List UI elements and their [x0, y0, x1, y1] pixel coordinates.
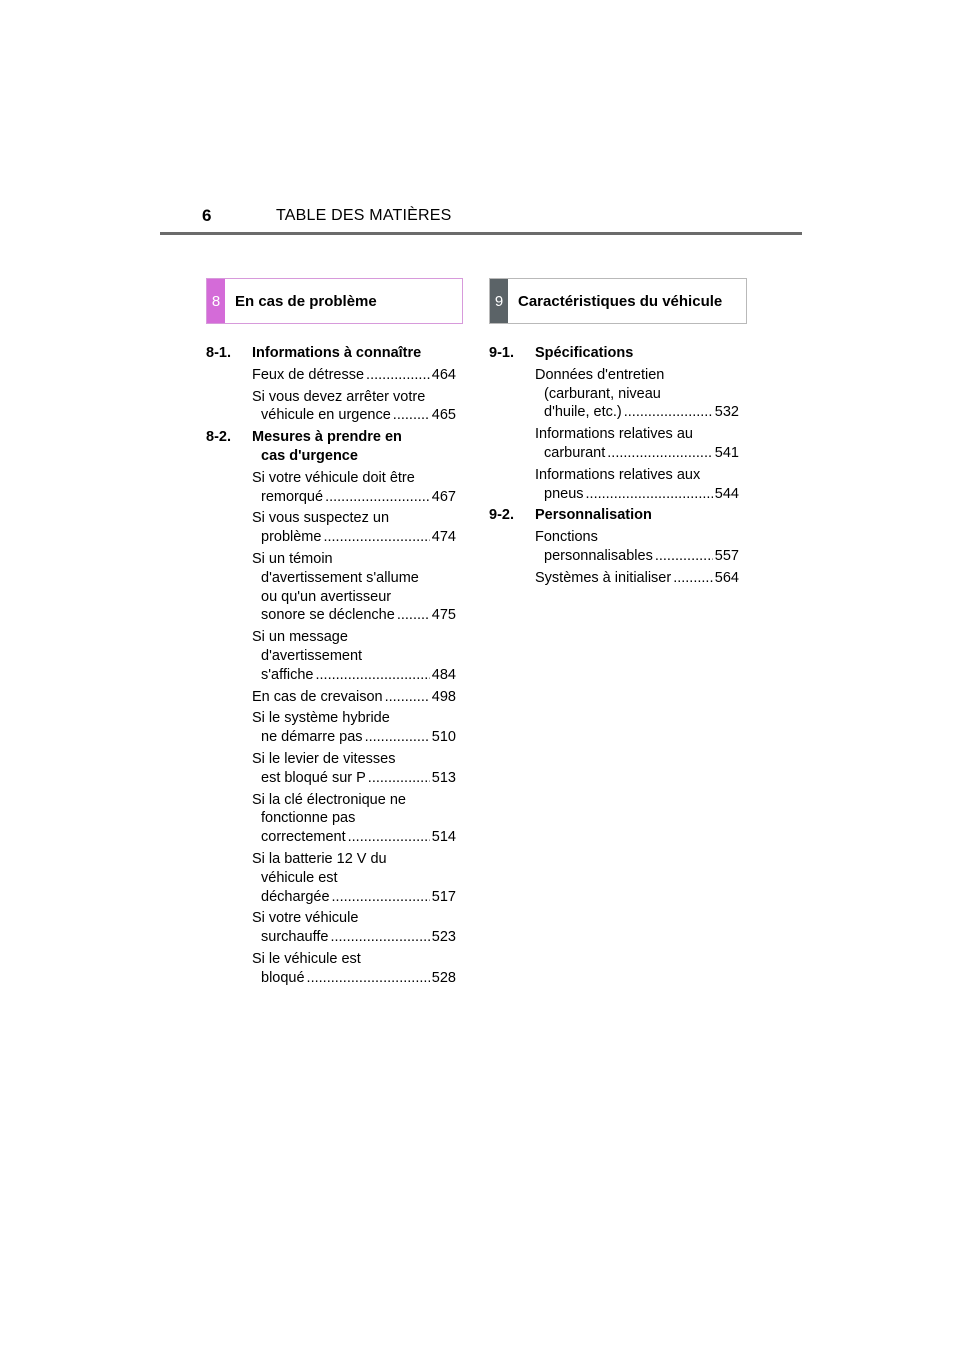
dot-leader [624, 403, 713, 422]
entry-text-line: ou qu'un avertisseur [261, 588, 392, 605]
entry-text-line: pneus [544, 485, 584, 502]
subsection-number: 8-1. [206, 345, 231, 361]
entry-text-line: Systèmes à initialiser [535, 569, 672, 586]
dot-leader [397, 606, 430, 625]
dot-leader [385, 688, 430, 707]
entry-text-line: véhicule est [261, 869, 338, 886]
entry-text-line: Si votre véhicule doit être [252, 469, 415, 486]
entry-text-line: Si vous suspectez un [252, 510, 390, 527]
entry-text-line: problème [261, 529, 322, 546]
toc-entry[interactable] [243, 628, 456, 684]
section-title: En cas de problème [235, 292, 377, 310]
entry-text-line: Si vous devez arrêter votre [252, 388, 426, 405]
entry-text-line: Si la clé électronique ne [252, 791, 406, 808]
toc-entry[interactable] [526, 425, 739, 463]
entry-last-line [252, 728, 456, 747]
section-number-badge: 9 [490, 279, 508, 323]
entry-text-line: d'huile, etc.) [544, 404, 622, 421]
section-number-badge: 8 [207, 279, 225, 323]
page-reference[interactable]: 467 [431, 488, 456, 505]
section-title: Caractéristiques du véhicule [518, 292, 723, 310]
page-reference[interactable]: 510 [431, 729, 456, 746]
page-reference[interactable]: 474 [431, 529, 456, 546]
page-header [160, 200, 802, 236]
entry-last-line [252, 688, 456, 707]
entry-text-line: est bloqué sur P [261, 769, 366, 786]
page-reference[interactable]: 532 [714, 404, 739, 421]
entry-last-line [252, 488, 456, 507]
entry-text-line: personnalisables [544, 547, 653, 564]
entry-last-line [252, 528, 456, 547]
page-reference[interactable]: 523 [431, 929, 456, 946]
entry-text-line: Si votre véhicule [252, 910, 359, 927]
subsection-title-line: Informations à connaître [252, 345, 422, 361]
toc-entry[interactable] [526, 366, 739, 422]
page-reference[interactable]: 544 [714, 485, 739, 502]
entry-text-line: s'affiche [261, 666, 314, 683]
toc-entry[interactable] [243, 388, 456, 426]
page-reference[interactable]: 528 [431, 969, 456, 986]
entry-text-line: Si le levier de vitesses [252, 750, 396, 767]
subsection-number: 9-2. [489, 507, 514, 524]
entry-last-line [535, 403, 739, 422]
subsection-title [243, 428, 456, 466]
entry-last-line [252, 888, 456, 907]
dot-leader [325, 488, 430, 507]
dot-leader [366, 366, 430, 385]
entry-text-line: (carburant, niveau [544, 385, 661, 402]
page-number: 6 [202, 206, 212, 225]
toc-entry[interactable] [243, 550, 456, 625]
dot-leader [315, 666, 429, 685]
dot-leader [330, 928, 429, 947]
entry-last-line [252, 666, 456, 685]
toc-entry[interactable] [243, 950, 456, 988]
entry-text-line: Données d'entretien [535, 366, 665, 383]
dot-leader [586, 485, 713, 504]
entry-text-line: sonore se déclenche [261, 607, 395, 624]
entry-text-line: Fonctions [535, 529, 598, 546]
header-title: TABLE DES MATIÈRES [276, 207, 452, 224]
entry-last-line [535, 444, 739, 463]
entry-text-line: correctement [261, 829, 346, 846]
toc-entry[interactable] [243, 709, 456, 747]
page-reference[interactable]: 484 [431, 666, 456, 683]
subsection-heading [489, 506, 739, 525]
subsection-heading [489, 344, 739, 363]
page-reference[interactable]: 517 [431, 888, 456, 905]
entry-text-line: bloqué [261, 969, 305, 986]
subsection-title-line: cas d'urgence [261, 447, 358, 464]
dot-leader [368, 769, 430, 788]
subsection-title-line: Mesures à prendre en [252, 429, 402, 446]
entry-text-line: d'avertissement s'allume [261, 569, 419, 586]
dot-leader [323, 528, 429, 547]
entry-text-line: remorqué [261, 488, 324, 505]
dot-leader [332, 888, 430, 907]
page-reference[interactable]: 464 [431, 366, 456, 383]
entry-last-line [252, 366, 456, 385]
entry-text-line: ne démarre pas [261, 729, 363, 746]
subsection-heading [206, 428, 456, 466]
subsection-title-line: Spécifications [535, 345, 634, 361]
dot-leader [393, 406, 430, 425]
dot-leader [348, 828, 430, 847]
dot-leader [655, 547, 713, 566]
toc-entry[interactable] [526, 569, 739, 588]
page-reference[interactable]: 475 [431, 607, 456, 624]
page-reference[interactable]: 541 [714, 444, 739, 461]
entry-text-line: Si la batterie 12 V du [252, 850, 387, 867]
entry-last-line [252, 928, 456, 947]
page-reference[interactable]: 564 [714, 569, 739, 586]
toc-entry[interactable] [526, 466, 739, 504]
toc-entry[interactable] [243, 688, 456, 707]
entry-text-line: Si un témoin [252, 550, 333, 567]
entry-text-line: fonctionne pas [261, 810, 356, 827]
dot-leader [607, 444, 713, 463]
entry-text-line: Informations relatives aux [535, 466, 701, 483]
entry-last-line [252, 969, 456, 988]
entry-last-line [535, 547, 739, 566]
toc-entry[interactable] [243, 850, 456, 906]
page-reference[interactable]: 465 [431, 407, 456, 424]
dot-leader [365, 728, 430, 747]
entry-text-line: Si le système hybride [252, 710, 390, 727]
subsection-title [526, 344, 739, 363]
dot-leader [673, 569, 713, 588]
entry-last-line [535, 569, 739, 588]
subsection-heading [206, 344, 456, 363]
toc-entry[interactable] [243, 469, 456, 507]
section-9-header[interactable] [489, 278, 747, 324]
entry-text-line: En cas de crevaison [252, 688, 383, 705]
toc-column-section-8 [206, 341, 456, 988]
section-8-header[interactable] [206, 278, 463, 324]
page-reference[interactable]: 498 [431, 688, 456, 705]
page-reference[interactable]: 514 [431, 829, 456, 846]
entry-text-line: d'avertissement [261, 647, 363, 664]
entry-text-line: surchauffe [261, 929, 329, 946]
toc-entry[interactable] [243, 509, 456, 547]
entry-text-line: Informations relatives au [535, 426, 693, 443]
entry-last-line [252, 769, 456, 788]
page-reference[interactable]: 513 [431, 769, 456, 786]
entry-last-line [252, 606, 456, 625]
header-rule [160, 232, 802, 235]
toc-entry[interactable] [243, 366, 456, 385]
entry-text-line: Si un message [252, 629, 348, 646]
entry-text-line: véhicule en urgence [261, 407, 391, 424]
entry-text-line: Feux de détresse [252, 366, 365, 383]
subsection-title-line: Personnalisation [535, 507, 652, 524]
dot-leader [307, 969, 430, 988]
toc-entry[interactable] [243, 791, 456, 847]
entry-text-line: carburant [544, 444, 606, 461]
toc-entry[interactable] [243, 750, 456, 788]
toc-column-section-9 [489, 341, 739, 588]
toc-entry[interactable] [526, 528, 739, 566]
subsection-title [243, 344, 456, 363]
toc-entry[interactable] [243, 909, 456, 947]
entry-text-line: Si le véhicule est [252, 950, 361, 967]
subsection-number: 9-1. [489, 345, 514, 361]
page-reference[interactable]: 557 [714, 547, 739, 564]
entry-last-line [535, 485, 739, 504]
entry-text-line: déchargée [261, 888, 330, 905]
subsection-number: 8-2. [206, 429, 231, 446]
entry-last-line [252, 828, 456, 847]
subsection-title [526, 506, 739, 525]
entry-last-line [252, 406, 456, 425]
